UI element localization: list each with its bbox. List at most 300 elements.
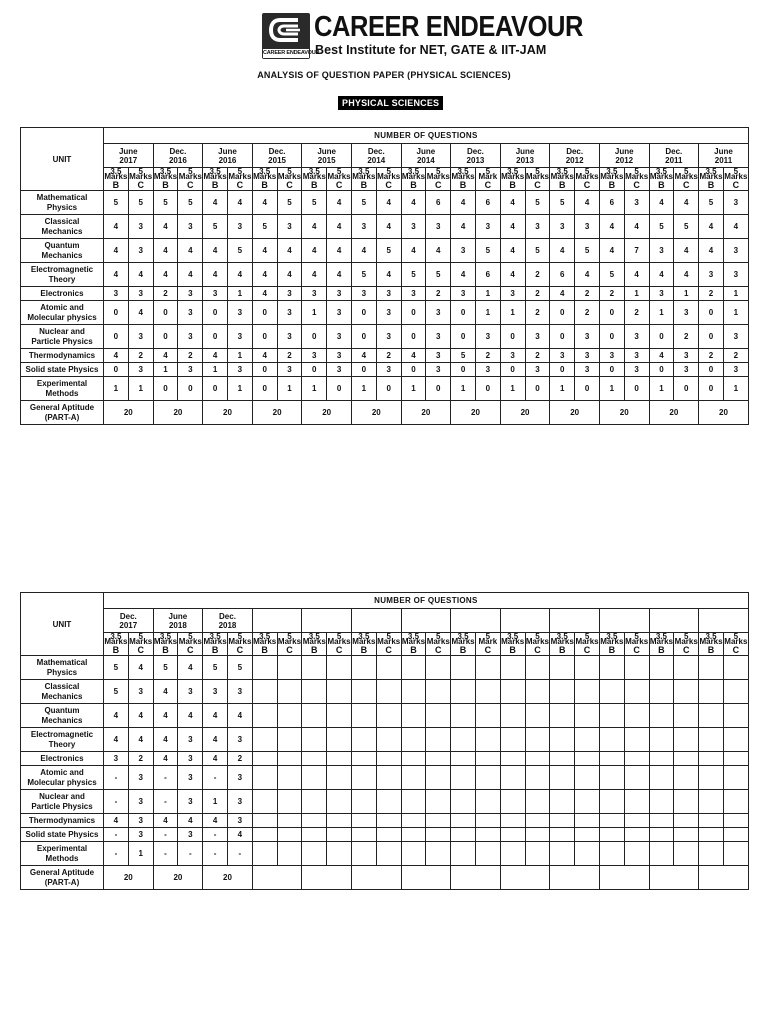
general-aptitude-count: 20 [451, 401, 501, 425]
marks-value: 3.5 Marks [550, 631, 574, 646]
marks-header [723, 168, 748, 191]
question-count: 3 [451, 287, 476, 301]
marks-value: 5 Marks [277, 631, 302, 646]
question-count [302, 790, 327, 814]
session-header [401, 609, 451, 633]
question-count: 3 [376, 325, 401, 349]
question-count [575, 766, 600, 790]
question-count [302, 680, 327, 704]
question-count: 3 [178, 728, 203, 752]
question-count: 0 [153, 377, 178, 401]
question-count: 3 [575, 215, 600, 239]
question-count [376, 828, 401, 842]
question-count: 2 [575, 301, 600, 325]
session-month: Dec. [268, 146, 286, 156]
unit-name [21, 215, 104, 239]
marks-header [227, 168, 252, 191]
marks-value: 5 Marks [426, 631, 450, 646]
question-count: 3 [624, 363, 649, 377]
question-count [550, 790, 575, 814]
question-count: 6 [599, 191, 624, 215]
marks-header [575, 168, 600, 191]
session-header [699, 144, 749, 168]
session-header [104, 144, 154, 168]
part-letter: B [211, 179, 219, 190]
question-count [451, 814, 476, 828]
question-count: - [153, 766, 178, 790]
part-letter: B [112, 644, 120, 655]
question-count: 1 [599, 377, 624, 401]
table-row [21, 814, 749, 828]
question-count [277, 704, 302, 728]
question-count: 3 [178, 828, 203, 842]
question-count [401, 842, 426, 866]
session-month: June [218, 146, 237, 156]
marks-header [252, 168, 277, 191]
unit-name-line: (PART-A) [44, 412, 80, 422]
session-row [21, 609, 749, 633]
question-count [302, 728, 327, 752]
question-count [426, 704, 451, 728]
question-count [302, 842, 327, 866]
question-count [401, 656, 426, 680]
question-count [723, 704, 748, 728]
marks-header [599, 633, 624, 656]
question-count: 5 [227, 239, 252, 263]
session-header [302, 609, 352, 633]
question-count [475, 842, 500, 866]
question-count [649, 790, 674, 814]
question-count: 3 [128, 363, 153, 377]
question-count [327, 814, 352, 828]
question-count [699, 790, 724, 814]
question-count: 4 [203, 239, 228, 263]
general-aptitude-count [500, 866, 550, 890]
question-count: 4 [203, 191, 228, 215]
question-count [674, 814, 699, 828]
question-count: 3 [426, 215, 451, 239]
marks-header [674, 633, 699, 656]
question-count [327, 752, 352, 766]
table-row [21, 752, 749, 766]
question-count: 4 [575, 191, 600, 215]
part-letter: C [435, 179, 442, 190]
question-count: 0 [500, 325, 525, 349]
part-letter: C [137, 644, 144, 655]
question-count: 3 [550, 349, 575, 363]
question-count [451, 752, 476, 766]
question-count: 4 [252, 239, 277, 263]
question-count: 5 [674, 215, 699, 239]
question-count: 5 [401, 263, 426, 287]
question-count: 4 [153, 263, 178, 287]
question-count: 1 [401, 377, 426, 401]
unit-name-line: Classical [44, 681, 80, 691]
part-letter: B [459, 644, 467, 655]
question-count: 6 [550, 263, 575, 287]
question-count [401, 790, 426, 814]
marks-header [203, 633, 228, 656]
unit-name-line: General Aptitude [29, 402, 95, 412]
question-count [500, 842, 525, 866]
question-count: 3 [227, 766, 252, 790]
section-badge: PHYSICAL SCIENCES [338, 96, 443, 110]
marks-header [401, 633, 426, 656]
question-count: 5 [649, 215, 674, 239]
unit-name [21, 728, 104, 752]
question-count [699, 728, 724, 752]
session-year: 2014 [416, 155, 435, 165]
question-count: 1 [723, 377, 748, 401]
unit-name [21, 680, 104, 704]
question-count [575, 656, 600, 680]
unit-name-line: Nuclear and [39, 326, 85, 336]
table-row [21, 656, 749, 680]
marks-value: 5 Marks [575, 631, 599, 646]
question-count: 4 [153, 752, 178, 766]
question-count: 4 [451, 215, 476, 239]
session-year: 2013 [466, 155, 485, 165]
session-year: 2017 [119, 155, 138, 165]
marks-header [649, 168, 674, 191]
session-year: 2016 [168, 155, 187, 165]
question-count: 5 [451, 349, 476, 363]
logo-mark-icon [262, 13, 320, 59]
question-count: 1 [227, 349, 252, 363]
question-count: 5 [525, 191, 550, 215]
general-aptitude-count [599, 866, 649, 890]
part-letter: B [311, 179, 318, 190]
question-count [351, 842, 376, 866]
question-count [475, 704, 500, 728]
question-count [302, 766, 327, 790]
question-count: 3 [475, 215, 500, 239]
question-count [550, 766, 575, 790]
question-count: 4 [500, 239, 525, 263]
question-count [624, 814, 649, 828]
part-letter: C [732, 179, 740, 190]
unit-name-line: Molecular physics [27, 777, 97, 787]
question-count: 0 [401, 325, 426, 349]
part-letter: B [162, 179, 169, 190]
part-letter: B [459, 179, 467, 190]
unit-name-line: Methods [45, 853, 79, 863]
unit-name [21, 704, 104, 728]
question-count [599, 790, 624, 814]
unit-name-line: General Aptitude [29, 867, 95, 877]
session-month: Dec. [665, 146, 683, 156]
marks-value: 5 Marks [525, 631, 549, 646]
general-aptitude-count: 20 [203, 401, 253, 425]
question-count [277, 766, 302, 790]
question-count: 2 [525, 301, 550, 325]
question-count [525, 704, 550, 728]
question-count [500, 828, 525, 842]
question-count: 3 [327, 287, 352, 301]
question-count: 3 [327, 349, 352, 363]
question-count: 4 [128, 656, 153, 680]
unit-name-line: Nuclear and [39, 791, 85, 801]
unit-name-line: Electronics [40, 753, 84, 763]
question-count: 3 [723, 325, 748, 349]
question-count [327, 828, 352, 842]
unit-name-line: Experimental [36, 843, 88, 853]
question-count: 4 [178, 814, 203, 828]
question-count [624, 704, 649, 728]
question-count: 5 [599, 263, 624, 287]
marks-value: 5 Marks [377, 631, 401, 646]
session-header [699, 609, 749, 633]
question-count: 5 [525, 239, 550, 263]
marks-header [153, 633, 178, 656]
question-count: 5 [426, 263, 451, 287]
question-count: 0 [599, 325, 624, 349]
question-count: 4 [302, 215, 327, 239]
unit-name-line: Physics [46, 202, 78, 212]
question-count: 3 [376, 301, 401, 325]
general-aptitude-count: 20 [153, 866, 203, 890]
question-count [624, 766, 649, 790]
general-aptitude-count: 20 [500, 401, 550, 425]
question-count: 4 [153, 349, 178, 363]
question-count [426, 790, 451, 814]
session-year: 2012 [565, 155, 584, 165]
question-count: 0 [401, 363, 426, 377]
question-count: 4 [327, 215, 352, 239]
question-count: 0 [327, 377, 352, 401]
question-count [327, 680, 352, 704]
unit-name-line: Mechanics [41, 250, 83, 260]
question-count [525, 728, 550, 752]
question-count: 3 [723, 363, 748, 377]
question-count: 4 [104, 728, 129, 752]
question-count: 0 [674, 377, 699, 401]
question-count: 3 [475, 325, 500, 349]
question-count: 2 [575, 287, 600, 301]
question-count: 4 [178, 656, 203, 680]
question-count: 4 [500, 191, 525, 215]
session-header [500, 144, 550, 168]
session-year: 2018 [218, 620, 237, 630]
question-count: 2 [699, 349, 724, 363]
marks-value: 3.5 Marks [600, 166, 624, 181]
question-count [550, 728, 575, 752]
part-letter: C [435, 644, 442, 655]
part-letter: B [707, 644, 715, 655]
question-count: 0 [599, 363, 624, 377]
unit-name [21, 239, 104, 263]
session-month: Dec. [467, 146, 484, 156]
question-count: 4 [723, 215, 748, 239]
question-count: 0 [451, 363, 476, 377]
question-count: 3 [723, 263, 748, 287]
question-count: 4 [550, 239, 575, 263]
part-letter: C [583, 644, 591, 655]
general-aptitude-count [252, 866, 302, 890]
question-count: 4 [227, 704, 252, 728]
question-count: 3 [227, 215, 252, 239]
general-aptitude-count: 20 [203, 866, 253, 890]
general-aptitude-count [451, 866, 501, 890]
question-count: 3 [178, 287, 203, 301]
question-count: - [153, 842, 178, 866]
question-count [649, 680, 674, 704]
unit-header: UNIT [21, 128, 104, 191]
session-header [351, 609, 401, 633]
question-count: 4 [252, 349, 277, 363]
question-count: 3 [723, 239, 748, 263]
part-letter: B [658, 179, 665, 190]
marks-value: 3.5 Marks [302, 631, 326, 646]
table-row [21, 728, 749, 752]
question-count [475, 752, 500, 766]
marks-value: 3.5 Marks [352, 631, 376, 646]
question-count [525, 814, 550, 828]
question-count [649, 814, 674, 828]
part-letter: B [311, 644, 318, 655]
session-header [401, 144, 451, 168]
question-count: 3 [376, 287, 401, 301]
question-count: 2 [723, 349, 748, 363]
question-count [674, 680, 699, 704]
question-count [277, 790, 302, 814]
unit-name-line: Atomic and [40, 302, 84, 312]
marks-header [351, 633, 376, 656]
table-row [21, 349, 749, 363]
question-count: 3 [178, 325, 203, 349]
unit-name-line: Solid state Physics [25, 364, 99, 374]
marks-header [451, 168, 476, 191]
marks-header [178, 633, 203, 656]
question-count: 5 [203, 656, 228, 680]
marks-value: 3.5 Marks [203, 631, 227, 646]
question-count: 5 [104, 680, 129, 704]
question-count [426, 728, 451, 752]
question-count: 0 [351, 363, 376, 377]
unit-name [21, 656, 104, 680]
question-count: 4 [252, 191, 277, 215]
general-aptitude-count [649, 866, 699, 890]
question-count [649, 656, 674, 680]
question-count: 3 [500, 287, 525, 301]
question-count: 0 [351, 301, 376, 325]
question-count: 2 [277, 349, 302, 363]
general-aptitude-count: 20 [302, 401, 352, 425]
question-count: 6 [475, 191, 500, 215]
question-count [599, 766, 624, 790]
question-count [500, 704, 525, 728]
marks-value: 5 Marks [426, 166, 450, 181]
question-count [401, 752, 426, 766]
session-header [252, 144, 302, 168]
question-count [351, 704, 376, 728]
question-count [351, 728, 376, 752]
marks-header [550, 633, 575, 656]
table-row [21, 215, 749, 239]
question-count: 0 [699, 377, 724, 401]
table-row [21, 680, 749, 704]
question-count: 3 [649, 287, 674, 301]
marks-header [104, 633, 129, 656]
question-count: 4 [351, 239, 376, 263]
question-count [475, 766, 500, 790]
question-count: 4 [327, 191, 352, 215]
question-count: 4 [302, 263, 327, 287]
general-aptitude-count: 20 [401, 401, 451, 425]
question-count: 4 [153, 215, 178, 239]
question-count: 3 [227, 814, 252, 828]
question-count [401, 814, 426, 828]
marks-value: 3.5 Marks [352, 166, 376, 181]
marks-header [178, 168, 203, 191]
session-month: Dec. [169, 146, 187, 156]
question-count: 3 [575, 325, 600, 349]
question-count: - [104, 828, 129, 842]
question-count [599, 814, 624, 828]
general-aptitude-count: 20 [649, 401, 699, 425]
question-count: 2 [178, 349, 203, 363]
question-count: 4 [351, 349, 376, 363]
marks-value: 5 Marks [129, 631, 153, 646]
question-count: 4 [153, 680, 178, 704]
question-count [525, 766, 550, 790]
question-count: 4 [624, 263, 649, 287]
question-count: 4 [227, 263, 252, 287]
unit-name [21, 349, 104, 363]
question-count [699, 680, 724, 704]
marks-value: 5 Marks [625, 631, 649, 646]
unit-name [21, 287, 104, 301]
unit-name [21, 377, 104, 401]
marks-header [128, 633, 153, 656]
question-count [699, 828, 724, 842]
part-letter: B [558, 179, 566, 190]
session-header [649, 144, 699, 168]
question-count: 3 [575, 363, 600, 377]
session-month: June [168, 611, 188, 621]
session-month: June [317, 146, 336, 156]
question-count: 4 [426, 239, 451, 263]
marks-value: 3.5 Marks [550, 166, 574, 181]
question-count [599, 656, 624, 680]
question-count: 0 [104, 301, 129, 325]
question-count: 5 [699, 191, 724, 215]
question-count: 4 [649, 263, 674, 287]
question-count: 1 [624, 287, 649, 301]
unit-name-line: Electromagnetic [30, 729, 94, 739]
marks-value: 3.5 Marks [451, 631, 475, 646]
question-count: 4 [227, 828, 252, 842]
question-count: 5 [153, 656, 178, 680]
question-count [426, 842, 451, 866]
brand-name: CAREER ENDEAVOUR [314, 11, 583, 43]
question-count [550, 814, 575, 828]
question-count: 3 [128, 215, 153, 239]
question-count: 4 [327, 263, 352, 287]
question-count: 1 [674, 287, 699, 301]
brand-tagline: Best Institute for NET, GATE & IIT-JAM [315, 43, 547, 57]
question-count: 4 [401, 191, 426, 215]
question-count: 0 [649, 325, 674, 349]
question-count [277, 828, 302, 842]
question-count: 4 [277, 263, 302, 287]
question-count [500, 656, 525, 680]
general-aptitude-count: 20 [550, 401, 600, 425]
question-count [723, 766, 748, 790]
unit-name-line: Thermodynamics [28, 815, 96, 825]
part-letter: C [682, 644, 690, 655]
general-aptitude-count: 20 [699, 401, 749, 425]
